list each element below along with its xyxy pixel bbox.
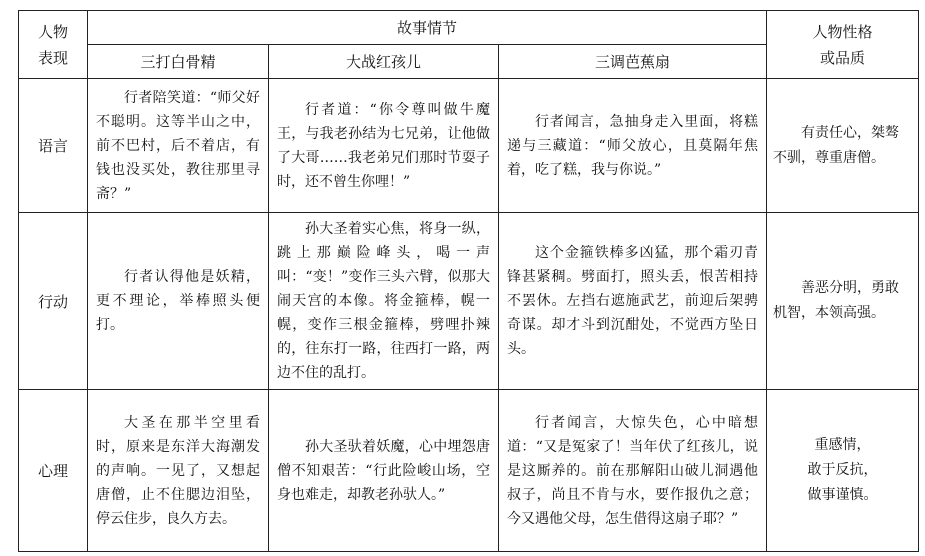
cell-text: 行者陪笑道：“师父好不聪明。这等半山之中，前不巴村，后不着店，有钱也没买处，教往那里寻斋？” (96, 89, 260, 202)
cell-text: 行者道：“你令尊叫做牛魔王，与我老孙结为七兄弟，让他做了大哥……我老弟兄们那时节耍子时，还不曾生你哩！” (277, 101, 490, 190)
story-2-label: 大战红孩儿 (345, 52, 421, 71)
cell-action-story-3 (499, 213, 767, 390)
story-3-label: 三调芭蕉扇 (595, 52, 671, 71)
row-label-language (19, 79, 88, 213)
header-last-col-label: 人物性格 或品质 (812, 22, 873, 67)
cell-text: 孙大圣着实心焦，将身一纵，跳上那巅险峰头，喝一声叫：“变！”变作三头六臂，似那大闹天宫的本像。将金箍棒，幌一幌，变作三根金箍棒，劈哩扑辣的，往东打一路，往西打一路，两边不住的乱打。 (277, 221, 490, 381)
header-story-1 (88, 45, 269, 79)
cell-text: 孙大圣驮着妖魔，心中埋怨唐僧不知艰苦：“行此险峻山场，空身也难走，却教老孙驮人。” (277, 438, 490, 503)
table-row-psychology (19, 390, 919, 552)
cell-language-story-3 (499, 79, 767, 213)
character-analysis-table-wrapper (18, 10, 918, 542)
cell-text: 行者闻言，急抽身走入里面，将糕递与三藏道：“师父放心，且莫隔年焦着，吃了糕，我与你说。” (507, 113, 759, 178)
cell-language-story-2 (269, 79, 499, 213)
cell-psychology-story-3 (499, 390, 767, 552)
trait-text: 有责任心，桀骜不驯，尊重唐僧。 (773, 124, 900, 166)
row-label-action (19, 213, 88, 390)
trait-text: 善恶分明，勇敢机智，本领高强。 (773, 280, 900, 321)
character-analysis-table (18, 10, 919, 552)
trait-text: 重感情， 敢于反抗， 做事谨慎。 (807, 437, 878, 503)
header-story-2 (269, 45, 499, 79)
row-label-text: 行动 (37, 292, 68, 311)
table-row-language (19, 79, 919, 213)
row-label-text: 心理 (37, 462, 68, 480)
row-label-text: 语言 (37, 137, 68, 155)
cell-text: 大圣在那半空里看时，原来是东洋大海潮发的声响。一见了，又想起唐僧，止不住腮边泪坠，停云住步，良久方去。 (96, 414, 260, 527)
cell-text: 行者认得他是妖精，更不理论，举棒照头便打。 (96, 269, 260, 333)
header-character-trait (767, 11, 919, 79)
cell-action-trait (767, 213, 919, 390)
story-1-label: 三打白骨精 (140, 52, 216, 71)
header-character-expression (19, 11, 88, 79)
cell-text: 这个金箍铁棒多凶猛，那个霜刃青锋甚紧稠。劈面打，照头丢，恨苦相持不罢休。左挡右遮施武艺，前迎后架骋奇谋。却才斗到沉酣处，不觉西方坠日头。 (507, 245, 759, 357)
header-story-3 (499, 45, 767, 79)
table-row-action (19, 213, 919, 390)
row-label-psychology (19, 390, 88, 552)
header-col1-label: 人物 表现 (37, 22, 68, 67)
header-row-top (19, 11, 919, 45)
header-story-group-label: 故事情节 (397, 18, 458, 37)
cell-text: 行者闻言，大惊失色，心中暗想道：“又是冤家了！当年伏了红孩儿，说是这厮养的。前在那解阳山破儿洞遇他叔子，尚且不肯与水，要作报仇之意；今又遇他父母，怎生借得这扇子耶？” (507, 414, 759, 527)
cell-action-story-1 (88, 213, 269, 390)
cell-action-story-2 (269, 213, 499, 390)
cell-psychology-trait (767, 390, 919, 552)
cell-psychology-story-1 (88, 390, 269, 552)
cell-language-trait (767, 79, 919, 213)
cell-psychology-story-2 (269, 390, 499, 552)
cell-language-story-1 (88, 79, 269, 213)
header-story-plot (88, 11, 767, 45)
